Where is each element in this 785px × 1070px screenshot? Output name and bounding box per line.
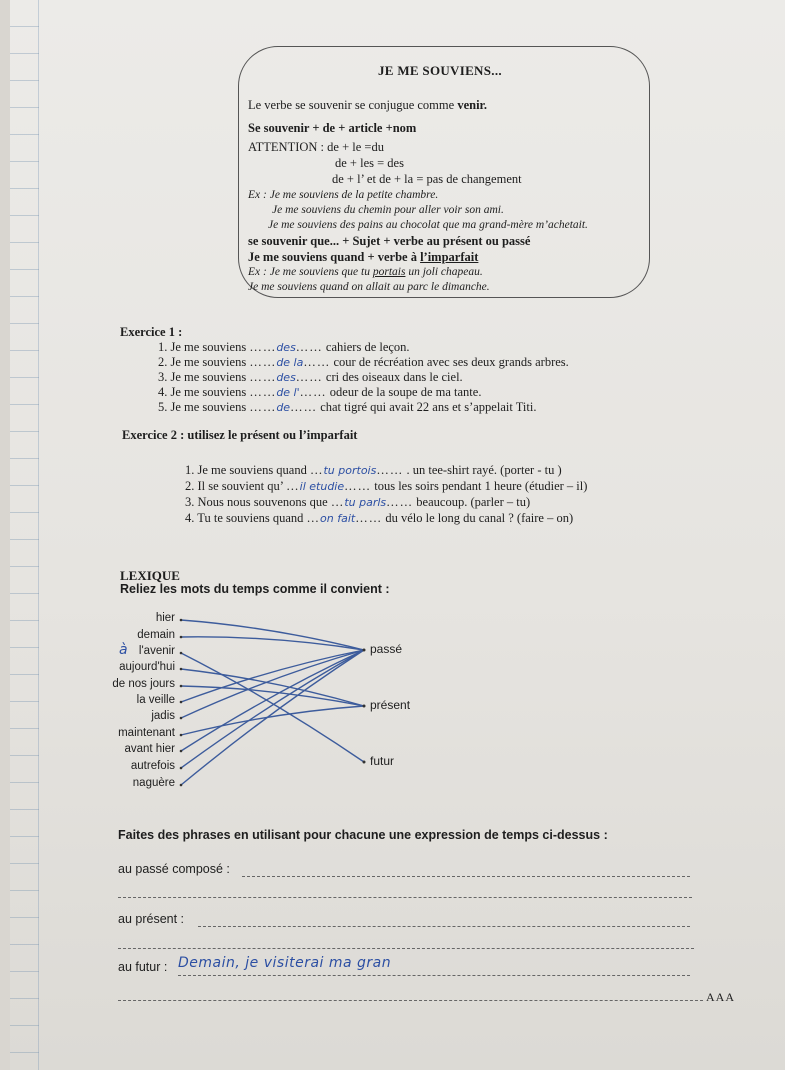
time-word-left[interactable]: de nos jours: [112, 678, 175, 690]
present-label: au présent :: [118, 912, 185, 926]
exercise2-item: 3. Nous nous souvenons que …tu parls…… beaucoup. (parler – tu): [185, 495, 531, 509]
left-dot: [180, 685, 183, 688]
left-dot: [180, 619, 183, 622]
matching-line: [181, 650, 364, 785]
attention-3: de + l’ et de + la = pas de changement: [332, 172, 522, 186]
left-dot: [180, 717, 183, 720]
time-word-left[interactable]: la veille: [136, 694, 175, 706]
attention-1: ATTENTION : de + le =du: [248, 140, 384, 154]
time-word-left[interactable]: jadis: [151, 710, 175, 722]
left-dot: [180, 734, 183, 737]
exercise1-item: 5. Je me souviens ……de…… chat tigré qui avait 22 ans et s’appelait Titi.: [158, 400, 537, 414]
exercise1-item: 2. Je me souviens ……de la…… cour de récréation avec ses deux grands arbres.: [158, 355, 569, 369]
matching-line: [181, 706, 364, 735]
lesson-intro: Le verbe se souvenir se conjugue comme venir.: [248, 98, 488, 112]
exercise1-answer[interactable]: de: [276, 401, 291, 414]
left-dot: [180, 652, 183, 655]
time-word-left[interactable]: hier: [155, 612, 175, 624]
handwritten-mark: à: [119, 642, 128, 658]
lesson-title: JE ME SOUVIENS...: [378, 63, 502, 78]
phrases-instruction: Faites des phrases en utilisant pour chacune une expression de temps ci-dessus :: [118, 828, 608, 842]
time-word-left[interactable]: demain: [137, 629, 175, 641]
right-dot: [363, 761, 366, 764]
time-word-right[interactable]: passé: [370, 642, 403, 656]
exercise1-item: 3. Je me souviens ……des…… cri des oiseaux dans le ciel.: [158, 370, 463, 384]
left-dot: [180, 636, 183, 639]
worksheet-page: [10, 0, 785, 1070]
attention-2: de + les = des: [335, 156, 404, 170]
right-dot: [363, 649, 366, 652]
time-word-right[interactable]: présent: [370, 698, 411, 712]
signature: AAA: [706, 990, 735, 1004]
time-word-left[interactable]: maintenant: [118, 727, 175, 739]
example-3: Je me souviens des pains au chocolat que ma grand-mère m’achetait.: [268, 219, 588, 231]
lesson-rule-3: Je me souviens quand + verbe à l’imparfait: [248, 250, 479, 264]
left-dot: [180, 701, 183, 704]
left-dot: [180, 750, 183, 753]
exercise1-answer[interactable]: de la: [276, 356, 304, 369]
lexique-title: LEXIQUE: [120, 568, 180, 583]
exercise1-answer[interactable]: des: [276, 341, 296, 354]
lesson-rule-2: se souvenir que... + Sujet + verbe au présent ou passé: [248, 234, 531, 248]
exercise2-item: 4. Tu te souviens quand …on fait…… du vélo le long du canal ? (faire – on): [185, 511, 574, 525]
exercise1-title: Exercice 1 :: [120, 325, 183, 339]
exercise2-answer[interactable]: tu portois: [323, 464, 377, 477]
passe-compose-line[interactable]: [242, 876, 690, 877]
example-4: Ex : Je me souviens que tu portais un joli chapeau.: [248, 266, 483, 278]
exercise2-item: 1. Je me souviens quand …tu portois…… . un tee-shirt rayé. (porter - tu ): [185, 463, 562, 477]
time-word-left[interactable]: l'avenir: [138, 645, 175, 657]
exercise2-answer[interactable]: il etudie: [299, 480, 345, 493]
exercise1-answer[interactable]: de l': [276, 386, 300, 399]
right-dot: [363, 705, 366, 708]
example-2: Je me souviens du chemin pour aller voir son ami.: [272, 204, 504, 216]
futur-label: au futur :: [118, 960, 168, 974]
matching-lines: [10, 0, 785, 1070]
left-dot: [180, 784, 183, 787]
exercise2-answer[interactable]: tu parls: [344, 496, 387, 509]
example-1: Ex : Je me souviens de la petite chambre.: [248, 189, 439, 201]
futur-answer: Demain, je visiterai ma gran: [178, 955, 392, 971]
passe-compose-label: au passé composé :: [118, 862, 230, 876]
example-5: Je me souviens quand on allait au parc le dimanche.: [248, 281, 490, 293]
present-line[interactable]: [198, 926, 690, 927]
futur-line-2[interactable]: [118, 1000, 703, 1001]
exercise1-item: 4. Je me souviens ……de l'…… odeur de la soupe de ma tante.: [158, 385, 482, 399]
left-dot: [180, 767, 183, 770]
exercise1-answer[interactable]: des: [276, 371, 296, 384]
lesson-rule-1: Se souvenir + de + article +nom: [248, 121, 417, 135]
exercise2-answer[interactable]: on fait: [320, 512, 356, 525]
passe-compose-line-2[interactable]: [118, 897, 692, 898]
left-dot: [180, 668, 183, 671]
time-word-right[interactable]: futur: [370, 754, 395, 768]
time-word-left[interactable]: aujourd'hui: [119, 661, 175, 673]
time-word-left[interactable]: avant hier: [124, 743, 175, 755]
exercise2-item: 2. Il se souvient qu’ …il etudie…… tous les soirs pendant 1 heure (étudier – il): [185, 479, 588, 493]
matching-line: [181, 653, 364, 762]
futur-line[interactable]: [178, 975, 690, 976]
exercise1-item: 1. Je me souviens ……des…… cahiers de leçon.: [158, 340, 410, 354]
lexique-instruction: Reliez les mots du temps comme il convient :: [120, 582, 390, 596]
present-line-2[interactable]: [118, 948, 694, 949]
exercise2-title: Exercice 2 : utilisez le présent ou l’imparfait: [122, 428, 358, 442]
time-word-left[interactable]: autrefois: [130, 760, 175, 772]
time-word-left[interactable]: naguère: [132, 777, 175, 789]
